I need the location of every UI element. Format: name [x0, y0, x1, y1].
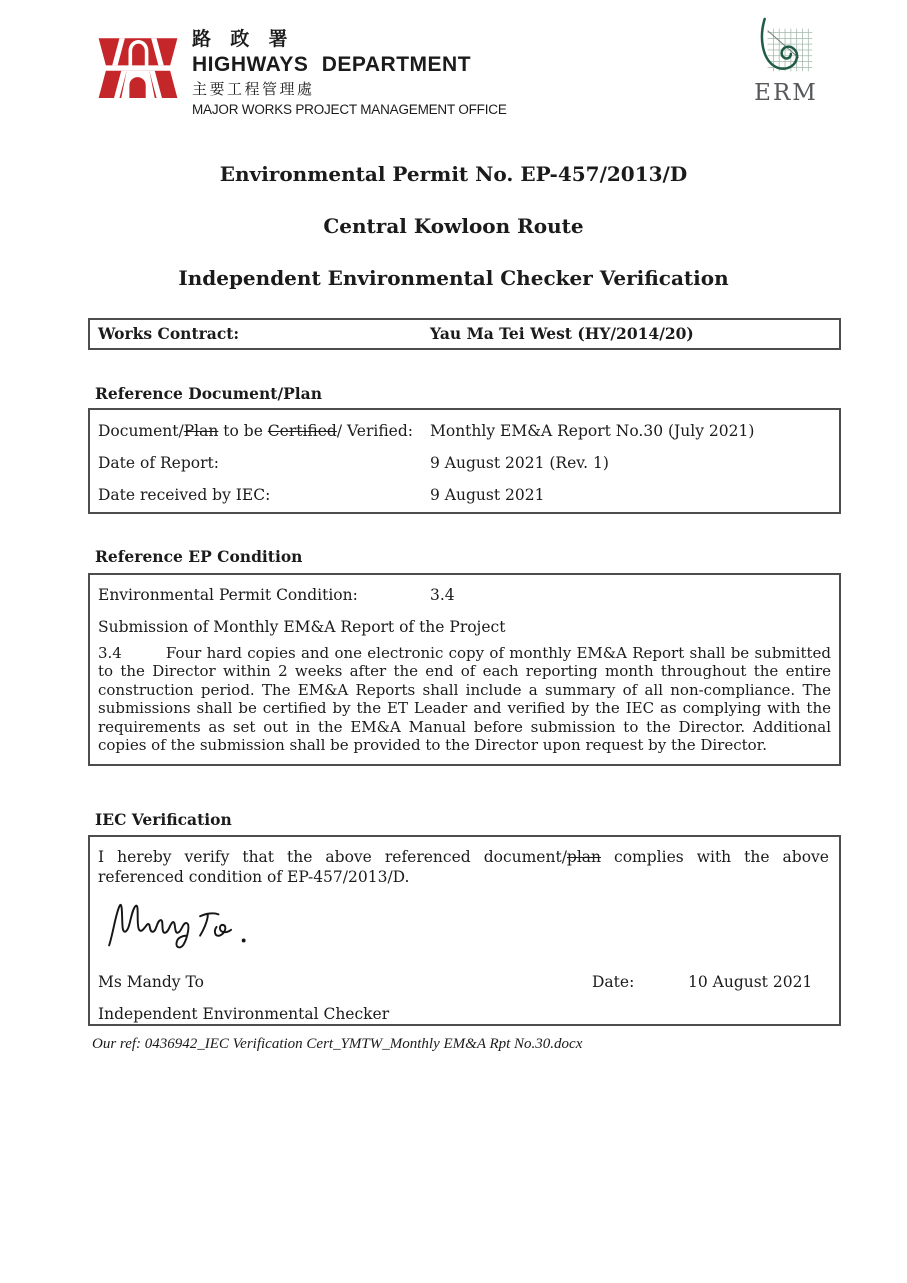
- document-verified-row: [90, 415, 839, 447]
- works-contract-box: [88, 318, 841, 350]
- hyd-office-chinese: 主要工程管理處: [192, 81, 315, 98]
- our-ref-line: Our ref: 0436942_IEC Verification Cert_YMTW_Monthly EM&A Rpt No.30.docx: [92, 1036, 583, 1052]
- highways-department-logo-icon: [95, 31, 181, 107]
- hyd-chinese-name: 路 政 署: [192, 29, 295, 50]
- struck-word-certified: Certified: [267, 422, 337, 440]
- signatory-name: Ms Mandy To: [98, 973, 204, 991]
- permit-number-title: Environmental Permit No. EP-457/2013/D: [219, 162, 688, 186]
- ep-condition-value: 3.4: [430, 586, 455, 604]
- erm-branding: [752, 16, 820, 106]
- document-verified-label: Document/Plan to be Certified/ Verified:: [98, 422, 413, 440]
- date-received-row: [90, 479, 839, 511]
- date-of-report-label: Date of Report:: [98, 454, 219, 472]
- date-received-value: 9 August 2021: [430, 486, 545, 504]
- ep-condition-clause: [98, 644, 831, 754]
- document-type-title: Independent Environmental Checker Verification: [178, 266, 729, 290]
- ep-condition-label: Environmental Permit Condition:: [98, 586, 358, 604]
- erm-logo-icon: [754, 16, 818, 82]
- highways-department-branding: [95, 28, 507, 117]
- verification-statement: I hereby verify that the above referenced document/plan complies with the above referenced condition of EP-457/2013/D.: [98, 848, 829, 886]
- erm-wordmark: ERM: [754, 80, 818, 106]
- ep-condition-row: [98, 580, 831, 610]
- works-contract-label: Works Contract:: [98, 324, 240, 343]
- project-title: Central Kowloon Route: [323, 214, 584, 238]
- signature-mandy-to-icon: [102, 895, 274, 955]
- clause-number: 3.4: [98, 644, 122, 662]
- reference-ep-condition-heading: Reference EP Condition: [95, 547, 303, 566]
- hyd-text-block: [192, 28, 507, 117]
- clause-text: Four hard copies and one electronic copy of monthly EM&A Report shall be submitted to the Director within 2 weeks after the end of each reporting month throughout the entire construction period. The EM&A Reports shall include a summary of all non-compliance. The submissions shall be certified by the ET Leader and verified by the IEC as complying with the requirements as set out in the EM&A Manual before submission to the Director. Additional copies of the submission shall be provided to the Director upon request by the Director.: [98, 644, 831, 755]
- hyd-english-name: HIGHWAYS DEPARTMENT: [192, 53, 472, 76]
- works-contract-value: Yau Ma Tei West (HY/2014/20): [430, 324, 694, 343]
- reference-document-box: [88, 408, 841, 514]
- date-of-report-row: [90, 447, 839, 479]
- ep-condition-title: Submission of Monthly EM&A Report of the Project: [98, 618, 506, 636]
- date-received-label: Date received by IEC:: [98, 486, 271, 504]
- signatory-title: Independent Environmental Checker: [98, 1005, 390, 1023]
- reference-ep-condition-box: [88, 573, 841, 766]
- struck-word-plan: Plan: [183, 422, 219, 440]
- date-value: 10 August 2021: [688, 973, 813, 991]
- document-verified-value: Monthly EM&A Report No.30 (July 2021): [430, 422, 755, 440]
- reference-document-heading: Reference Document/Plan: [95, 384, 322, 403]
- iec-verification-box: [88, 835, 841, 1026]
- date-of-report-value: 9 August 2021 (Rev. 1): [430, 454, 609, 472]
- struck-word-plan-2: plan: [566, 848, 602, 866]
- hyd-office-english: MAJOR WORKS PROJECT MANAGEMENT OFFICE: [192, 102, 507, 117]
- iec-verification-heading: IEC Verification: [95, 810, 232, 829]
- date-label: Date:: [592, 973, 635, 991]
